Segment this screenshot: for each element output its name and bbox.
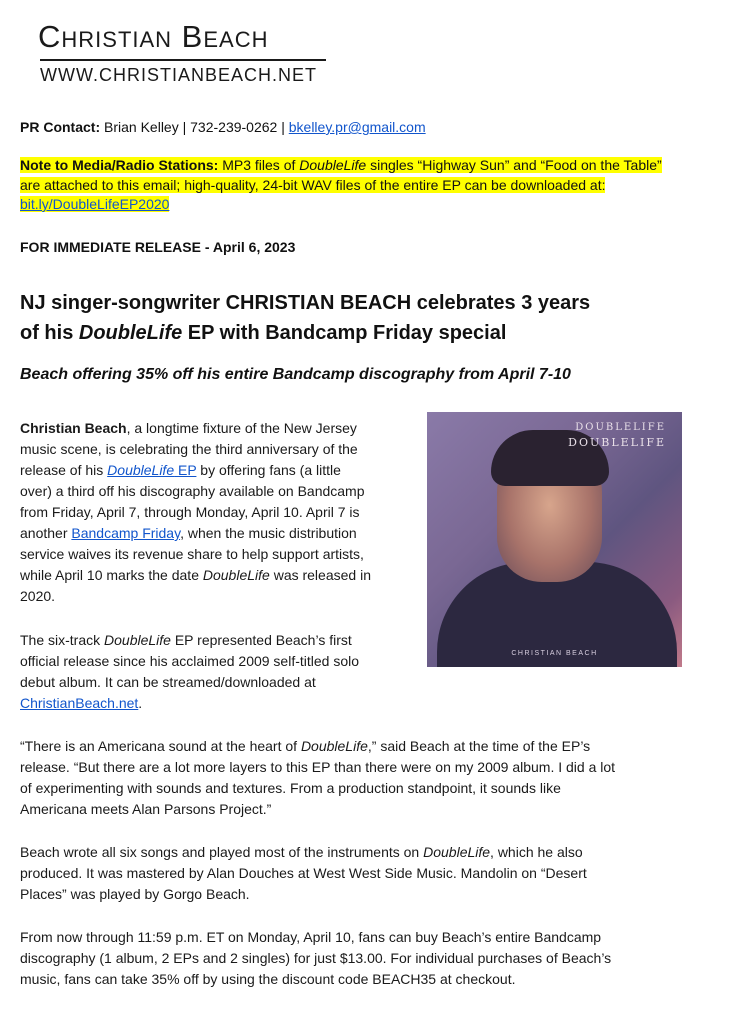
p1-line bbox=[20, 418, 420, 439]
paragraph-5 bbox=[20, 927, 730, 990]
logo-name: Christian Beach bbox=[38, 19, 269, 54]
release-date: FOR IMMEDIATE RELEASE - April 6, 2023 bbox=[20, 239, 296, 255]
artist-name: Christian Beach bbox=[20, 420, 127, 436]
paragraph-2 bbox=[20, 630, 420, 714]
headline-line-2 bbox=[20, 318, 700, 348]
p1-text: , when the music distribution bbox=[180, 525, 357, 541]
christianbeach-link[interactable]: ChristianBeach.net bbox=[20, 695, 139, 711]
headline-line-1: NJ singer-songwriter CHRISTIAN BEACH celebrates 3 years bbox=[20, 292, 591, 314]
p3-line: of experimenting with sounds and textures. From a production standpoint, it sounds like bbox=[20, 780, 561, 796]
paragraph-1 bbox=[20, 418, 420, 607]
p2-line bbox=[20, 630, 420, 651]
p3-line bbox=[20, 736, 730, 757]
p2-line bbox=[20, 693, 420, 714]
headline bbox=[20, 288, 700, 348]
ep-title: DoubleLife bbox=[104, 632, 171, 648]
p1-line: 2020. bbox=[20, 588, 56, 604]
p4-line: Places” was played by Gorgo Beach. bbox=[20, 886, 250, 902]
p1-text: , a longtime fixture of the New Jersey bbox=[126, 420, 357, 436]
headline-b: of his bbox=[20, 322, 79, 344]
p2-text: EP represented Beach’s first bbox=[170, 632, 352, 648]
logo-url: WWW.CHRISTIANBEACH.NET bbox=[40, 65, 317, 85]
doublelife-ep-link[interactable] bbox=[107, 462, 196, 478]
p4-line: produced. It was mastered by Alan Douches at West West Side Music. Mandolin on “Desert bbox=[20, 865, 587, 881]
media-note-line-2 bbox=[20, 176, 605, 195]
p5-line: music, fans can take 35% off by using the discount code BEACH35 at checkout. bbox=[20, 971, 516, 987]
ep-title: DoubleLife bbox=[300, 738, 368, 754]
note-label: Note to Media/Radio Stations: bbox=[20, 157, 219, 173]
cover-title: DOUBLELIFE bbox=[575, 422, 666, 433]
p5-line: discography (1 album, 2 EPs and 2 singles) for just $13.00. For individual purchases of Beach’s bbox=[20, 950, 612, 966]
p1-text: was released in bbox=[269, 567, 371, 583]
p4-text: , which he also bbox=[490, 844, 583, 860]
note-text-2: singles “Highway Sun” and “Food on the Table” bbox=[366, 157, 662, 173]
wav-download-link[interactable]: bit.ly/DoubleLifeEP2020 bbox=[20, 196, 170, 212]
ep-link-text: EP bbox=[174, 462, 197, 478]
media-note-line-1 bbox=[20, 156, 662, 175]
paragraph-3 bbox=[20, 736, 730, 820]
p1-text: release of his bbox=[20, 462, 108, 478]
p1-line: music scene, is celebrating the third anniversary of the bbox=[20, 441, 358, 457]
p1-text: another bbox=[20, 525, 72, 541]
p4-line bbox=[20, 842, 730, 863]
p1-text: while April 10 marks the date bbox=[20, 567, 203, 583]
cover-artist: CHRISTIAN BEACH bbox=[511, 650, 598, 657]
p1-text: by offering fans (a little bbox=[196, 462, 341, 478]
pr-contact bbox=[20, 118, 426, 137]
ep-title: DoubleLife bbox=[423, 844, 491, 860]
pr-label: PR Contact: bbox=[20, 119, 101, 135]
p3-line: Americana meets Alan Parsons Project.” bbox=[20, 801, 272, 817]
subhead: Beach offering 35% off his entire Bandcamp discography from April 7-10 bbox=[20, 366, 571, 383]
ep-title: DoubleLife bbox=[107, 462, 175, 478]
p1-line bbox=[20, 565, 420, 586]
album-cover-image bbox=[427, 412, 682, 667]
p3-text: “There is an Americana sound at the heart of bbox=[20, 738, 301, 754]
p5-line: From now through 11:59 p.m. ET on Monday, April 10, fans can buy Beach’s entire Bandcamp bbox=[20, 929, 602, 945]
p2-text: . bbox=[138, 695, 143, 711]
paragraph-4 bbox=[20, 842, 730, 905]
p1-line: service waives its revenue share to help support artists, bbox=[20, 546, 364, 562]
note-line-2: are attached to this email; high-quality, 24-bit WAV files of the entire EP can be downloaded at: bbox=[20, 177, 606, 193]
p2-text: The six-track bbox=[20, 632, 105, 648]
headline-c: EP with Bandcamp Friday special bbox=[182, 322, 507, 344]
logo-divider bbox=[40, 59, 326, 61]
p1-line bbox=[20, 460, 420, 481]
logo bbox=[38, 18, 328, 86]
p2-line: official release since his acclaimed 2009 self-titled solo bbox=[20, 653, 360, 669]
p1-line: from Friday, April 7, through Monday, April 10. April 7 is bbox=[20, 504, 360, 520]
p2-line: debut album. It can be streamed/downloaded at bbox=[20, 674, 316, 690]
cover-title-2: DOUBLELIFE bbox=[568, 436, 666, 449]
p3-line: release. “But there are a lot more layers to this EP than there were on my 2009 album. I did a lot bbox=[20, 759, 616, 775]
pr-text: Brian Kelley | 732-239-0262 | bbox=[100, 119, 289, 135]
headline-ep: DoubleLife bbox=[78, 322, 183, 344]
ep-title: DoubleLife bbox=[202, 567, 270, 583]
p1-line: over) a third off his discography available on Bandcamp bbox=[20, 483, 365, 499]
p1-line bbox=[20, 523, 420, 544]
p3-text: ,” said Beach at the time of the EP’s bbox=[367, 738, 591, 754]
media-note-line-3 bbox=[20, 195, 169, 214]
pr-email-link[interactable]: bkelley.pr@gmail.com bbox=[288, 119, 426, 135]
p4-text: Beach wrote all six songs and played most of the instruments on bbox=[20, 844, 424, 860]
note-ep: DoubleLife bbox=[299, 157, 367, 173]
note-text: MP3 files of bbox=[218, 157, 300, 173]
bandcamp-friday-link[interactable]: Bandcamp Friday bbox=[71, 525, 181, 541]
